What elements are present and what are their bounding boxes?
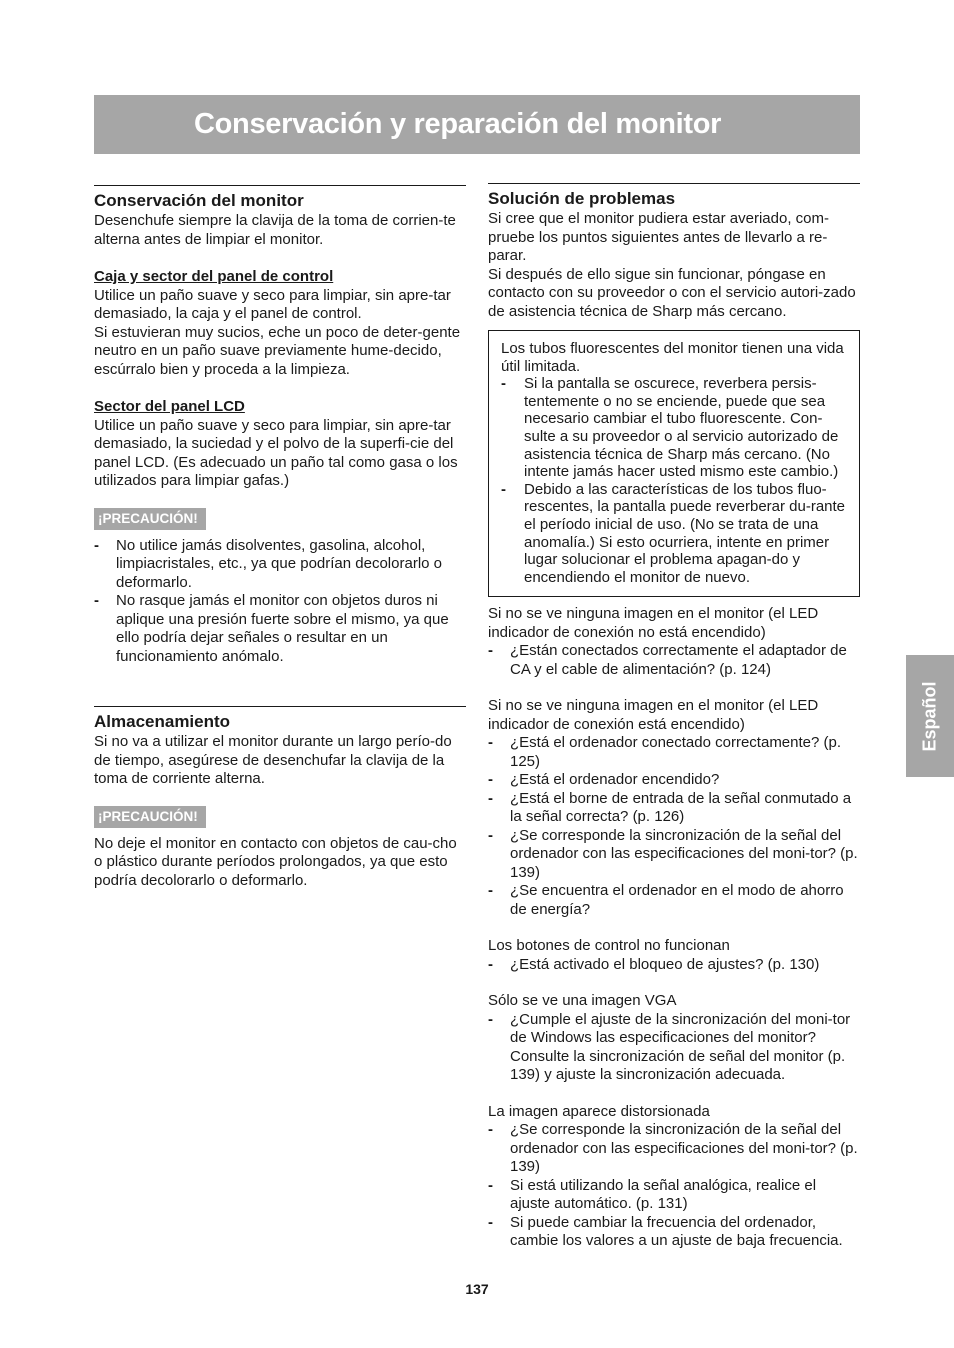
troubleshooting-intro-2: Si después de ello sigue sin funcionar, póngase en contacto con su proveedor o con el servicio autori-zado de asistencia técnica de Sharp más cercano. (488, 265, 856, 320)
problem-group (488, 992, 860, 1085)
troubleshooting-intro-1: Si cree que el monitor pudiera estar averiado, com-pruebe los puntos siguientes antes de llevarlo a re-parar. (488, 210, 830, 264)
list-item: - ¿Se corresponde la sincronización de la señal del ordenador con las especificaciones del moni-tor? (p. 139) (488, 1121, 860, 1177)
storage-caution-text: No deje el monitor en contacto con objetos de cau-cho o plástico durante períodos prolongados, ya que esto podría decolorarlo o deformarlo. (94, 834, 457, 889)
page-number: 137 (465, 1281, 489, 1297)
list-item: - No utilice jamás disolventes, gasolina, alcohol, limpiacristales, etc., ya que podrían decolorarlo o deformarlo. (94, 537, 466, 593)
list-item: - ¿Está el ordenador conectado correctamente? (p. 125) (488, 734, 860, 771)
list-item: - ¿Está el ordenador encendido? (488, 771, 860, 790)
problem-checklist (488, 1121, 860, 1251)
fluorescent-note-box (488, 330, 860, 597)
problem-group (488, 937, 860, 974)
problem-group (488, 697, 860, 919)
problem-checklist (488, 1011, 860, 1085)
list-item: - ¿Está el borne de entrada de la señal conmutado a la señal correcta? (p. 126) (488, 790, 860, 827)
list-item: - ¿Se corresponde la sincronización de la señal del ordenador con las especificaciones del moni-tor? (p. 139) (488, 827, 860, 883)
list-item: - Si la pantalla se oscurece, reverbera persis-tentemente o no se enciende, puede que sea necesario cambiar el tubo fluorescente. Con-sulte a su proveedor o al servicio autorizado de asistencia técnica de Sharp más cercano. (No intente jamás hacer usted mismo este cambio.) (501, 375, 847, 481)
storage-text: Si no va a utilizar el monitor durante un largo perío-do de tiempo, asegúrese de desenchufar la clavija de la toma de corriente alterna. (94, 733, 452, 787)
language-tab (906, 655, 954, 777)
list-item: - ¿Cumple el ajuste de la sincronización del moni-tor de Windows las especificaciones del monitor? Consulte la sincronización de señal del monitor (p. 139) y ajuste la sincronización adecuada. (488, 1011, 860, 1085)
problem-lead: Si no se ve ninguna imagen en el monitor (el LED indicador de conexión está encendido) (488, 697, 819, 733)
list-item: - Debido a las características de los tubos fluo-rescentes, la pantalla puede reverberar du-rante el período inicial de uso. (No se trata de una anomalía.) Si esto ocurriera, intente en primer lugar solucionar el problema apagan-do y encendiendo el monitor de nuevo. (501, 481, 847, 587)
caution-badge: ¡PRECAUCIÓN! (94, 806, 206, 828)
problem-checklist (488, 734, 860, 919)
list-item: - ¿Están conectados correctamente el adaptador de CA y el cable de alimentación? (p. 124) (488, 642, 860, 679)
cabinet-text-1: Utilice un paño suave y seco para limpiar, sin apre-tar demasiado, la caja y el panel de control. (94, 286, 451, 322)
problem-lead: Sólo se ve una imagen VGA (488, 992, 677, 1010)
care-caution-list (94, 537, 466, 667)
problem-lead: Si no se ve ninguna imagen en el monitor (el LED indicador de conexión no está encendido) (488, 605, 819, 641)
problem-group (488, 1103, 860, 1251)
care-intro: Desenchufe siempre la clavija de la toma de corrien-te alterna antes de limpiar el monitor. (94, 212, 456, 248)
problem-checklist (488, 642, 860, 679)
page-title: Conservación y reparación del monitor (194, 108, 722, 140)
lcd-heading: Sector del panel LCD (94, 398, 245, 415)
box-lead: Los tubos fluorescentes del monitor tienen una vida útil limitada. (501, 340, 844, 375)
page-title-bar (94, 95, 860, 154)
right-column (488, 183, 860, 1251)
box-list (501, 375, 847, 586)
care-heading: Conservación del monitor (94, 185, 466, 212)
problem-lead: Los botones de control no funcionan (488, 937, 730, 955)
list-item: - ¿Se encuentra el ordenador en el modo de ahorro de energía? (488, 882, 860, 919)
list-item: - Si está utilizando la señal analógica, realice el ajuste automático. (p. 131) (488, 1177, 860, 1214)
caution-badge: ¡PRECAUCIÓN! (94, 508, 206, 530)
list-item: - ¿Está activado el bloqueo de ajustes? (p. 130) (488, 956, 860, 975)
language-tab-label: Español (919, 680, 940, 752)
storage-heading: Almacenamiento (94, 706, 466, 733)
left-column (94, 185, 466, 890)
problem-lead: La imagen aparece distorsionada (488, 1102, 710, 1120)
list-item: - No rasque jamás el monitor con objetos duros ni aplique una presión fuerte sobre el mismo, ya que ello podría dejar señales o resultar en un funcionamiento anómalo. (94, 592, 466, 666)
lcd-text: Utilice un paño suave y seco para limpiar, sin apre-tar demasiado, la suciedad y el polvo de la superfi-cie del panel LCD. (Es adecuado un paño tal como gasa o los utilizados para limpiar gafas.) (94, 416, 458, 489)
cabinet-heading: Caja y sector del panel de control (94, 268, 334, 285)
troubleshooting-heading: Solución de problemas (488, 183, 860, 210)
list-item: - Si puede cambiar la frecuencia del ordenador, cambie los valores a un ajuste de baja frecuencia. (488, 1214, 860, 1251)
problem-group (488, 605, 860, 679)
cabinet-text-2: Si estuvieran muy sucios, eche un poco de deter-gente neutro en un paño suave previamente hume-decido, escúrralo bien y proceda a la limpieza. (94, 323, 461, 378)
problem-checklist (488, 956, 860, 975)
